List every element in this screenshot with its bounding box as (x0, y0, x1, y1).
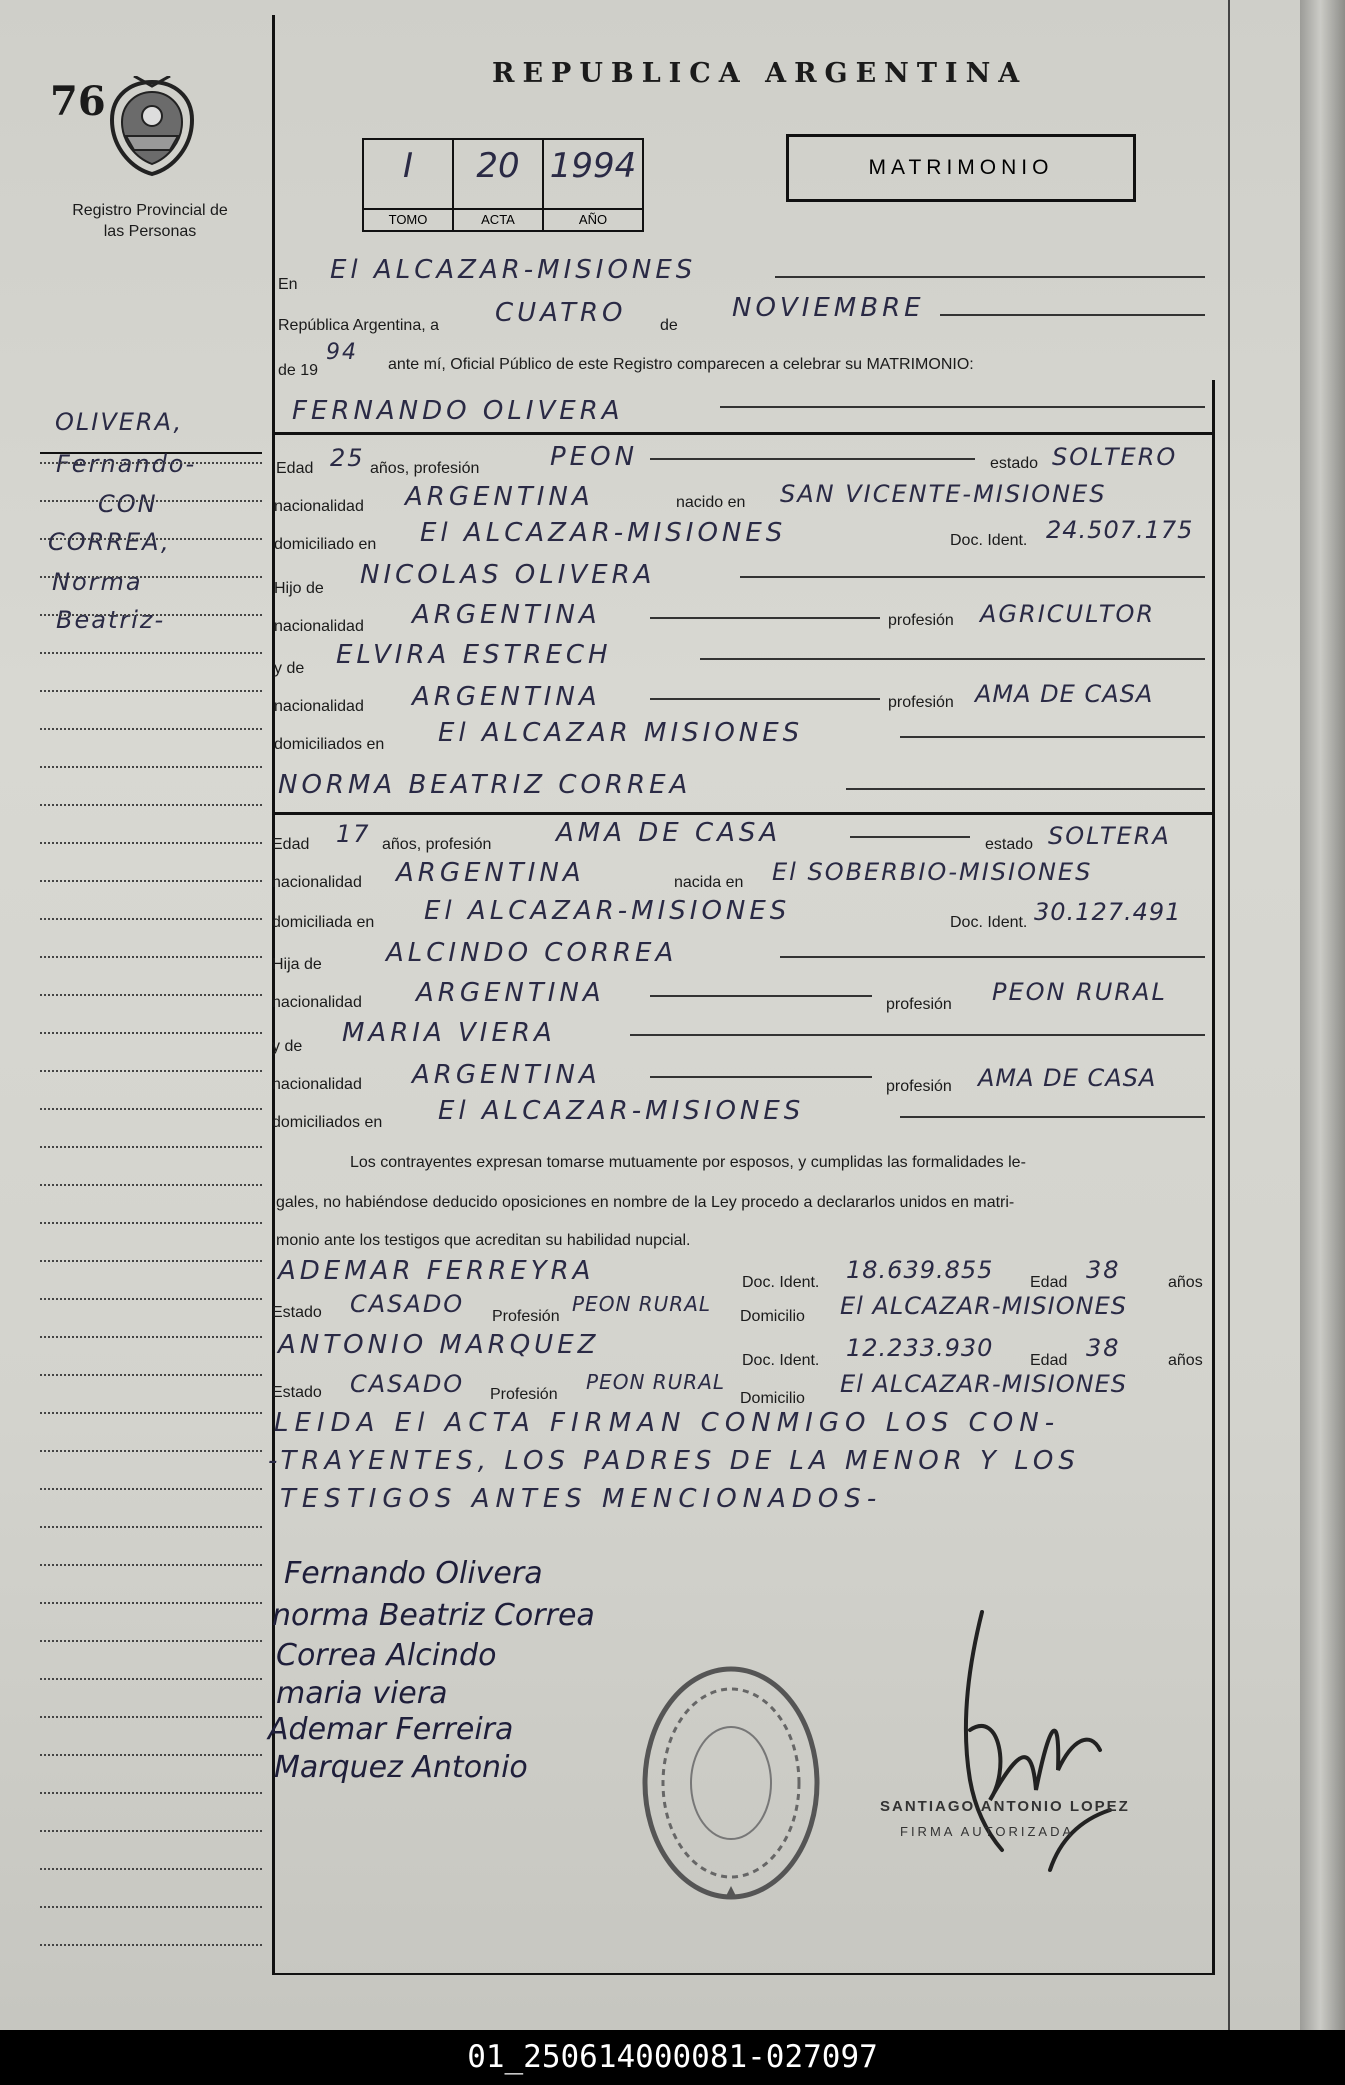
bride-hija-label: Hija de (272, 956, 322, 973)
underline (940, 314, 1205, 316)
binding-edge (1228, 0, 1230, 2030)
witness-1-doc: 18.639.855 (846, 1256, 994, 1284)
witness-2-estado-label: Estado (272, 1384, 322, 1401)
bride-mother-profesion-label: profesión (886, 1078, 952, 1095)
statement: ante mí, Oficial Público de este Registro comparecen a celebrar su MATRIMONIO: (388, 356, 974, 373)
underline (740, 576, 1205, 578)
groom-nacionalidad-label: nacionalidad (274, 498, 364, 515)
margin-rule-line (40, 766, 262, 768)
witness-2-anos-label: años (1168, 1352, 1203, 1369)
witness-2-doc: 12.233.930 (846, 1334, 994, 1362)
bride-father-nacionalidad-label: nacionalidad (272, 994, 362, 1011)
groom-mother-nacionalidad-label: nacionalidad (274, 698, 364, 715)
bride-civil-status: SOLTERA (1048, 822, 1171, 850)
record-type-box: MATRIMONIO (786, 134, 1136, 202)
bride-mother-nacionalidad-label: nacionalidad (272, 1076, 362, 1093)
margin-rule-line (40, 994, 262, 996)
margin-rule-line (40, 652, 262, 654)
witness-2-edad-label: Edad (1030, 1352, 1068, 1369)
witness-2-domicilio-label: Domicilio (740, 1390, 805, 1407)
provincial-emblem-logo (104, 76, 200, 180)
underline (700, 658, 1205, 660)
witness-2-age: 38 (1086, 1334, 1121, 1362)
witness-1-estado-label: Estado (272, 1304, 322, 1321)
margin-rule-line (40, 1222, 262, 1224)
official-name: SANTIAGO ANTONIO LOPEZ (880, 1798, 1130, 1815)
underline (846, 788, 1205, 790)
tomo-cell (364, 140, 454, 230)
witness-2-status: CASADO (350, 1370, 465, 1398)
margin-note-line: OLIVERA, (55, 408, 184, 436)
underline (650, 617, 880, 619)
groom-domicile: El ALCAZAR-MISIONES (420, 518, 787, 548)
margin-rule-line (40, 538, 262, 540)
margin-note-line: Beatriz- (56, 606, 166, 634)
bride-father-profesion-label: profesión (886, 996, 952, 1013)
groom-estado-label: estado (990, 455, 1039, 472)
witness-1-anos-label: años (1168, 1274, 1203, 1291)
groom-doc-label: Doc. Ident. (950, 532, 1028, 549)
margin-rule-line (40, 1716, 262, 1718)
underline (650, 458, 975, 460)
year-prefix: de 19 (278, 362, 319, 379)
groom-yde-label: y de (274, 660, 305, 677)
margin-rule-line (40, 576, 262, 578)
margin-rule-line (40, 842, 262, 844)
underline (650, 698, 880, 700)
republica-label: República Argentina, a (278, 317, 439, 334)
witness-1-age: 38 (1086, 1256, 1121, 1284)
witness-1-edad-label: Edad (1030, 1274, 1068, 1291)
bride-doc: 30.127.491 (1034, 898, 1182, 926)
signature: Marquez Antonio (274, 1750, 528, 1785)
groom-parents-domicile: El ALCAZAR MISIONES (438, 718, 804, 748)
margin-rule-line (40, 1412, 262, 1414)
groom-profession: PEON (550, 442, 639, 472)
groom-domiciliado-label: domiciliado en (274, 536, 377, 553)
margin-rule-line (40, 1260, 262, 1262)
bride-father-profession: PEON RURAL (992, 978, 1167, 1006)
ceremony-day: CUATRO (495, 298, 627, 328)
registry-name: Registro Provincial de las Personas (72, 202, 228, 240)
margin-rule-line (40, 1184, 262, 1186)
witness-2-profession: PEON RURAL (586, 1370, 726, 1394)
margin-rule-line (40, 1526, 262, 1528)
groom-separator (272, 432, 1215, 435)
margin-rule-line (40, 1032, 262, 1034)
groom-doc: 24.507.175 (1046, 516, 1194, 544)
closing-note-line: TESTIGOS ANTES MENCIONADOS- (280, 1484, 883, 1514)
margin-rule-line (40, 804, 262, 806)
witness-1-doc-label: Doc. Ident. (742, 1274, 820, 1291)
margin-rule-line (40, 880, 262, 882)
groom-mother-profesion-label: profesión (888, 694, 954, 711)
groom-father: NICOLAS OLIVERA (360, 560, 656, 590)
declaration-line: gales, no habiéndose deducido oposiciones en nombre de la Ley procedo a declararlos unidos en matri- (276, 1194, 1015, 1211)
underline (650, 995, 872, 997)
ceremony-place: El ALCAZAR-MISIONES (330, 255, 697, 285)
witness-1-profesion-label: Profesión (492, 1308, 560, 1325)
groom-nationality: ARGENTINA (405, 482, 594, 512)
en-label: En (278, 276, 298, 293)
bride-age: 17 (336, 820, 371, 848)
bride-mother-nationality: ARGENTINA (412, 1060, 601, 1090)
acta-label: ACTA (454, 208, 542, 230)
margin-note-line: Fernando- (56, 450, 197, 478)
bride-domiciliada-label: domiciliada en (272, 914, 375, 931)
margin-rule-line (40, 956, 262, 958)
bride-doc-label: Doc. Ident. (950, 914, 1028, 931)
groom-mother-nationality: ARGENTINA (412, 682, 601, 712)
bride-profession: AMA DE CASA (556, 818, 782, 848)
underline (850, 836, 970, 838)
acta-cell (454, 140, 544, 230)
declaration-line: monio ante los testigos que acreditan su habilidad nupcial. (276, 1232, 691, 1249)
margin-rule-line (40, 1792, 262, 1794)
margin-note-line: CORREA, (48, 528, 171, 556)
bride-nacionalidad-label: nacionalidad (272, 874, 362, 891)
margin-rule-line (40, 728, 262, 730)
groom-civil-status: SOLTERO (1052, 443, 1178, 471)
groom-name: FERNANDO OLIVERA (292, 396, 624, 426)
margin-rule-line (40, 1070, 262, 1072)
bride-birthplace: El SOBERBIO-MISIONES (772, 858, 1093, 886)
underline (900, 736, 1205, 738)
ceremony-year: 94 (326, 340, 358, 365)
bride-mother-profession: AMA DE CASA (978, 1064, 1157, 1092)
groom-nacido-label: nacido en (676, 494, 746, 511)
witness-2-name: ANTONIO MARQUEZ (278, 1330, 600, 1360)
underline (775, 276, 1205, 278)
acta-value: 20 (476, 146, 520, 186)
underline (630, 1034, 1205, 1036)
margin-note-line: Norma (52, 568, 143, 596)
witness-1-name: ADEMAR FERREYRA (278, 1256, 595, 1286)
margin-rule-line (40, 1564, 262, 1566)
bride-anos-profesion-label: años, profesión (382, 836, 492, 853)
signature: Fernando Olivera (284, 1556, 543, 1591)
margin-rule-line (40, 500, 262, 502)
margin-note-line: CON (98, 490, 158, 518)
underline (720, 406, 1205, 408)
margin-rule-line (40, 1602, 262, 1604)
witness-1-domicile: El ALCAZAR-MISIONES (840, 1292, 1127, 1320)
ano-cell (544, 140, 642, 230)
margin-rule-line (40, 1488, 262, 1490)
ceremony-month: NOVIEMBRE (732, 293, 925, 323)
signature: norma Beatriz Correa (272, 1598, 595, 1633)
groom-father-nacionalidad-label: nacionalidad (274, 618, 364, 635)
groom-father-profession: AGRICULTOR (980, 600, 1156, 628)
groom-anos-profesion-label: años, profesión (370, 460, 480, 477)
page-number: 76 (50, 78, 106, 125)
margin-rule-line (40, 1868, 262, 1870)
margin-rule-line (40, 1108, 262, 1110)
groom-father-nationality: ARGENTINA (412, 600, 601, 630)
bride-estado-label: estado (985, 836, 1034, 853)
witness-1-domicilio-label: Domicilio (740, 1308, 805, 1325)
bottom-border (272, 1973, 1215, 1975)
margin-rule-line (40, 614, 262, 616)
margin-rule-line (40, 1830, 262, 1832)
groom-mother-profession: AMA DE CASA (975, 680, 1154, 708)
groom-mother: ELVIRA ESTRECH (336, 640, 612, 670)
margin-rule-line (40, 1374, 262, 1376)
bride-edad-label: Edad (272, 836, 310, 853)
official-title: FIRMA AUTORIZADA (900, 1824, 1075, 1839)
bride-nationality: ARGENTINA (396, 858, 585, 888)
de-label: de (660, 317, 678, 334)
witness-1-status: CASADO (350, 1290, 465, 1318)
margin-rule-line (40, 1450, 262, 1452)
groom-parents-domicilio-label: domiciliados en (274, 736, 385, 753)
bride-parents-domicile: El ALCAZAR-MISIONES (438, 1096, 805, 1126)
margin-rule-line (40, 1146, 262, 1148)
groom-edad-label: Edad (276, 460, 314, 477)
bride-nacida-label: nacida en (674, 874, 744, 891)
groom-hijo-label: Hijo de (274, 580, 324, 597)
closing-note-line: -TRAYENTES, LOS PADRES DE LA MENOR Y LOS (268, 1446, 1080, 1476)
signature: maria viera (276, 1676, 448, 1711)
margin-rule-line (40, 1640, 262, 1642)
tomo-label: TOMO (364, 208, 452, 230)
margin-rule-line (40, 1944, 262, 1946)
witness-2-doc-label: Doc. Ident. (742, 1352, 820, 1369)
margin-rule-line (40, 1754, 262, 1756)
groom-birthplace: SAN VICENTE-MISIONES (780, 480, 1107, 508)
bride-father-nationality: ARGENTINA (416, 978, 605, 1008)
book-page-edge (1300, 0, 1345, 2030)
bride-yde-label: y de (272, 1038, 303, 1055)
bride-mother: MARIA VIERA (342, 1018, 556, 1048)
margin-rule-line (40, 1298, 262, 1300)
bride-name: NORMA BEATRIZ CORREA (278, 770, 692, 800)
official-seal-stamp (640, 1664, 822, 1902)
bride-domicile: El ALCAZAR-MISIONES (424, 896, 791, 926)
groom-father-profesion-label: profesión (888, 612, 954, 629)
groom-age: 25 (330, 444, 365, 472)
margin-rule-line (40, 918, 262, 920)
witness-1-profession: PEON RURAL (572, 1292, 712, 1316)
country-title: REPUBLICA ARGENTINA (492, 58, 1028, 89)
underline (780, 956, 1205, 958)
record-reference-box (362, 138, 644, 232)
ano-label: AÑO (544, 208, 642, 230)
underline (900, 1116, 1205, 1118)
bride-parents-domicilio-label: domiciliados en (272, 1114, 383, 1131)
margin-rule-line (40, 462, 262, 464)
right-border (1212, 380, 1215, 1975)
bride-separator (272, 812, 1215, 815)
margin-rule-line (40, 1678, 262, 1680)
image-id-bar: 01_250614000081-027097 (0, 2030, 1345, 2085)
closing-note-line: LEIDA El ACTA FIRMAN CONMIGO LOS CON- (274, 1408, 1061, 1438)
witness-2-profesion-label: Profesión (490, 1386, 558, 1403)
margin-rule-line (40, 1336, 262, 1338)
declaration-line: Los contrayentes expresan tomarse mutuamente por esposos, y cumplidas las formalidades le- (350, 1154, 1026, 1171)
bride-father: ALCINDO CORREA (386, 938, 678, 968)
signature: Correa Alcindo (276, 1638, 497, 1673)
tomo-value: I (402, 146, 414, 186)
witness-2-domicile: El ALCAZAR-MISIONES (840, 1370, 1127, 1398)
ano-value: 1994 (549, 146, 637, 186)
margin-rule-line (40, 1906, 262, 1908)
underline (650, 1076, 872, 1078)
signature: Ademar Ferreira (268, 1712, 514, 1747)
margin-rule-line (40, 690, 262, 692)
